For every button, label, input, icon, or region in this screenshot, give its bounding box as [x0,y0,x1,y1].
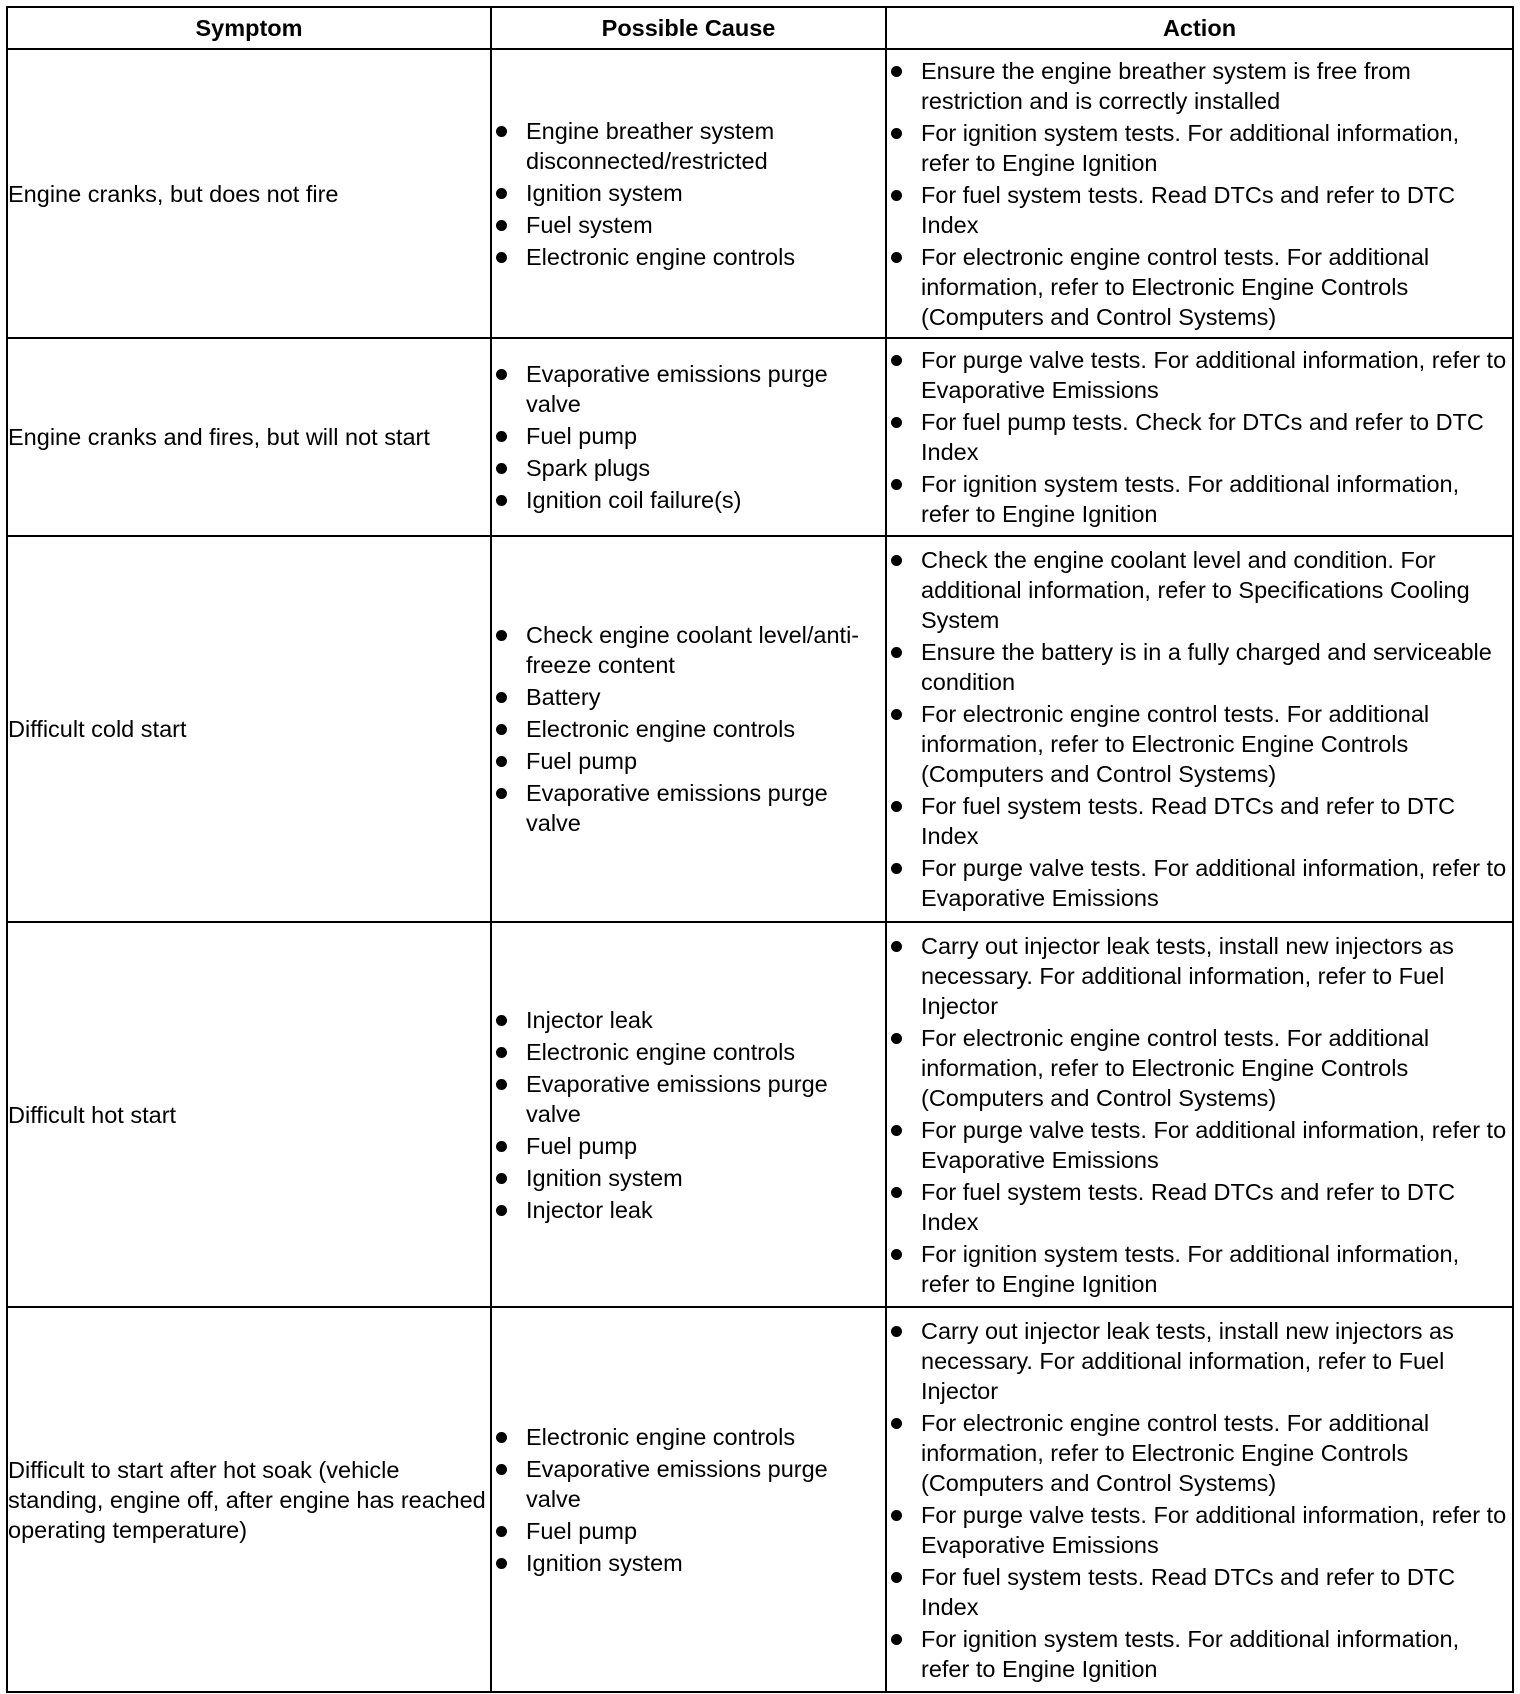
action-item [887,545,1512,635]
action-item-text: Ensure the battery is in a fully charged and serviceable condition [921,639,1492,695]
cause-item-text: Electronic engine controls [526,1423,796,1450]
bullet-icon [891,1125,902,1136]
cause-item-text: Injector leak [526,1006,653,1033]
cause-item-text: Injector leak [526,1196,653,1223]
cause-item [492,746,885,776]
action-item-text: For fuel pump tests. Check for DTCs and refer to DTC Index [921,409,1484,465]
bullet-icon [891,1033,902,1044]
action-item [887,180,1512,240]
action-item [887,242,1512,332]
bullet-icon [891,1510,902,1521]
cause-cell [491,922,886,1307]
cause-item-text: Electronic engine controls [526,716,796,742]
bullet-icon [496,1173,507,1184]
bullet-icon [496,788,507,799]
action-cell-list [887,1316,1512,1684]
cause-item-text: Electronic engine controls [526,243,796,270]
diagnosis-table [6,6,1514,1693]
cause-item [492,421,885,451]
cause-item [492,210,885,240]
action-item [887,931,1512,1021]
action-cell-list [887,56,1512,332]
cause-item-text: Spark plugs [526,455,651,481]
bullet-icon [496,220,507,231]
table-row [7,49,1513,338]
cause-item [492,242,885,272]
bullet-icon [496,1558,507,1569]
bullet-icon [496,1015,507,1026]
cause-item-text: Fuel pump [526,1132,638,1159]
cause-item-text: Ignition system [526,1549,683,1576]
cause-item-text: Evaporative emissions purge valve [526,780,828,836]
action-item-text: For electronic engine control tests. For additional information, refer to Electronic Engine Controls (Computers and Control Systems) [921,1409,1430,1496]
action-item [887,1023,1512,1113]
action-item-text: For ignition system tests. For additional information, refer to Engine Ignition [921,1240,1460,1297]
action-item [887,1177,1512,1237]
cause-item [492,485,885,515]
bullet-icon [891,647,902,658]
cause-item [492,714,885,744]
cause-item-text: Ignition coil failure(s) [526,487,742,513]
bullet-icon [496,369,507,380]
cause-cell [491,536,886,922]
action-item [887,469,1512,529]
cause-item [492,1548,885,1578]
cause-item-text: Fuel system [526,211,653,238]
action-item-text: Ensure the engine breather system is free from restriction and is correctly installed [921,57,1411,114]
action-cell [886,922,1513,1307]
header-action: Action [886,7,1513,49]
action-item [887,1239,1512,1299]
action-item-text: For purge valve tests. For additional information, refer to Evaporative Emissions [921,1116,1507,1173]
cause-item [492,1516,885,1546]
action-item-text: Check the engine coolant level and condition. For additional information, refer to Specifications Cooling System [921,547,1470,633]
bullet-icon [496,724,507,735]
cause-item-text: Battery [526,684,601,710]
bullet-icon [496,495,507,506]
action-item [887,791,1512,851]
action-cell [886,338,1513,536]
cause-item [492,1195,885,1225]
cause-cell-list [492,1422,885,1578]
cause-item-text: Engine breather system disconnected/restricted [526,117,775,174]
action-item-text: Carry out injector leak tests, install new injectors as necessary. For additional information, refer to Fuel Injector [921,1317,1454,1404]
action-item [887,1624,1512,1684]
action-cell-list [887,345,1512,529]
bullet-icon [496,1047,507,1058]
bullet-icon [496,431,507,442]
bullet-icon [496,252,507,263]
bullet-icon [496,1432,507,1443]
action-item [887,407,1512,467]
bullet-icon [891,801,902,812]
action-item [887,1316,1512,1406]
header-symptom: Symptom [7,7,491,49]
cause-item-text: Evaporative emissions purge valve [526,1455,828,1512]
table-row [7,922,1513,1307]
bullet-icon [496,188,507,199]
action-item [887,1500,1512,1560]
cause-item-text: Fuel pump [526,1517,638,1544]
action-item-text: For fuel system tests. Read DTCs and refer to DTC Index [921,1563,1456,1620]
bullet-icon [891,863,902,874]
cause-item [492,1163,885,1193]
bullet-icon [891,355,902,366]
cause-item [492,359,885,419]
bullet-icon [496,1205,507,1216]
cause-item-text: Check engine coolant level/anti-freeze content [526,622,860,678]
action-item-text: For electronic engine control tests. For additional information, refer to Electronic Engine Controls (Computers and Control Systems) [921,701,1430,787]
cause-item [492,1454,885,1514]
cause-item [492,1037,885,1067]
bullet-icon [891,941,902,952]
bullet-icon [891,1326,902,1337]
cause-cell-list [492,620,885,838]
symptom-cell: Engine cranks and fires, but will not start [7,338,491,536]
cause-item [492,453,885,483]
bullet-icon [496,630,507,641]
cause-item [492,1422,885,1452]
cause-cell-list [492,1005,885,1225]
action-item [887,118,1512,178]
cause-item-text: Fuel pump [526,748,638,774]
action-item-text: For fuel system tests. Read DTCs and refer to DTC Index [921,793,1456,849]
cause-item [492,116,885,176]
action-item [887,699,1512,789]
bullet-icon [496,1079,507,1090]
bullet-icon [891,1634,902,1645]
bullet-icon [496,126,507,137]
cause-item [492,620,885,680]
bullet-icon [891,1418,902,1429]
action-item-text: For purge valve tests. For additional information, refer to Evaporative Emissions [921,855,1507,911]
cause-item [492,1131,885,1161]
table-row [7,536,1513,922]
cause-cell-list [492,116,885,272]
cause-cell-list [492,359,885,515]
cause-item-text: Ignition system [526,1164,683,1191]
action-cell-list [887,931,1512,1299]
action-item-text: Carry out injector leak tests, install new injectors as necessary. For additional information, refer to Fuel Injector [921,932,1454,1019]
bullet-icon [891,128,902,139]
table-row [7,338,1513,536]
bullet-icon [891,66,902,77]
action-cell [886,49,1513,338]
action-item-text: For fuel system tests. Read DTCs and refer to DTC Index [921,1178,1456,1235]
bullet-icon [496,1464,507,1475]
cause-item [492,1069,885,1129]
bullet-icon [496,1526,507,1537]
bullet-icon [496,1141,507,1152]
symptom-cell: Difficult to start after hot soak (vehicle standing, engine off, after engine has reached operating temperature) [7,1307,491,1692]
cause-item-text: Fuel pump [526,423,638,449]
action-item-text: For purge valve tests. For additional information, refer to Evaporative Emissions [921,347,1507,403]
bullet-icon [891,709,902,720]
cause-item-text: Electronic engine controls [526,1038,796,1065]
action-item-text: For ignition system tests. For additional information, refer to Engine Ignition [921,119,1460,176]
action-item-text: For electronic engine control tests. For additional information, refer to Electronic Engine Controls (Computers and Control Systems) [921,1024,1430,1111]
bullet-icon [891,1572,902,1583]
action-item-text: For ignition system tests. For additional information, refer to Engine Ignition [921,1625,1460,1682]
action-item [887,1562,1512,1622]
cause-item-text: Ignition system [526,179,683,206]
header-possible-cause: Possible Cause [491,7,886,49]
cause-item [492,682,885,712]
cause-item-text: Evaporative emissions purge valve [526,1070,828,1127]
action-item [887,1408,1512,1498]
action-item-text: For ignition system tests. For additional information, refer to Engine Ignition [921,471,1460,527]
cause-cell [491,338,886,536]
action-item [887,637,1512,697]
symptom-cell: Difficult cold start [7,536,491,922]
action-item [887,853,1512,913]
bullet-icon [496,463,507,474]
bullet-icon [891,417,902,428]
action-cell [886,536,1513,922]
bullet-icon [891,1249,902,1260]
action-item [887,345,1512,405]
bullet-icon [891,1187,902,1198]
cause-item [492,178,885,208]
action-cell [886,1307,1513,1692]
cause-cell [491,1307,886,1692]
action-item-text: For electronic engine control tests. For additional information, refer to Electronic Engine Controls (Computers and Control Systems) [921,243,1430,330]
table-body [7,49,1513,1692]
bullet-icon [891,190,902,201]
action-item [887,56,1512,116]
cause-item [492,778,885,838]
header-row [7,7,1513,49]
action-item [887,1115,1512,1175]
bullet-icon [496,756,507,767]
bullet-icon [496,692,507,703]
symptom-cell: Engine cranks, but does not fire [7,49,491,338]
action-item-text: For fuel system tests. Read DTCs and refer to DTC Index [921,181,1456,238]
bullet-icon [891,555,902,566]
bullet-icon [891,479,902,490]
cause-cell [491,49,886,338]
cause-item [492,1005,885,1035]
bullet-icon [891,252,902,263]
cause-item-text: Evaporative emissions purge valve [526,361,828,417]
table-row [7,1307,1513,1692]
action-cell-list [887,545,1512,913]
symptom-cell: Difficult hot start [7,922,491,1307]
action-item-text: For purge valve tests. For additional information, refer to Evaporative Emissions [921,1501,1507,1558]
